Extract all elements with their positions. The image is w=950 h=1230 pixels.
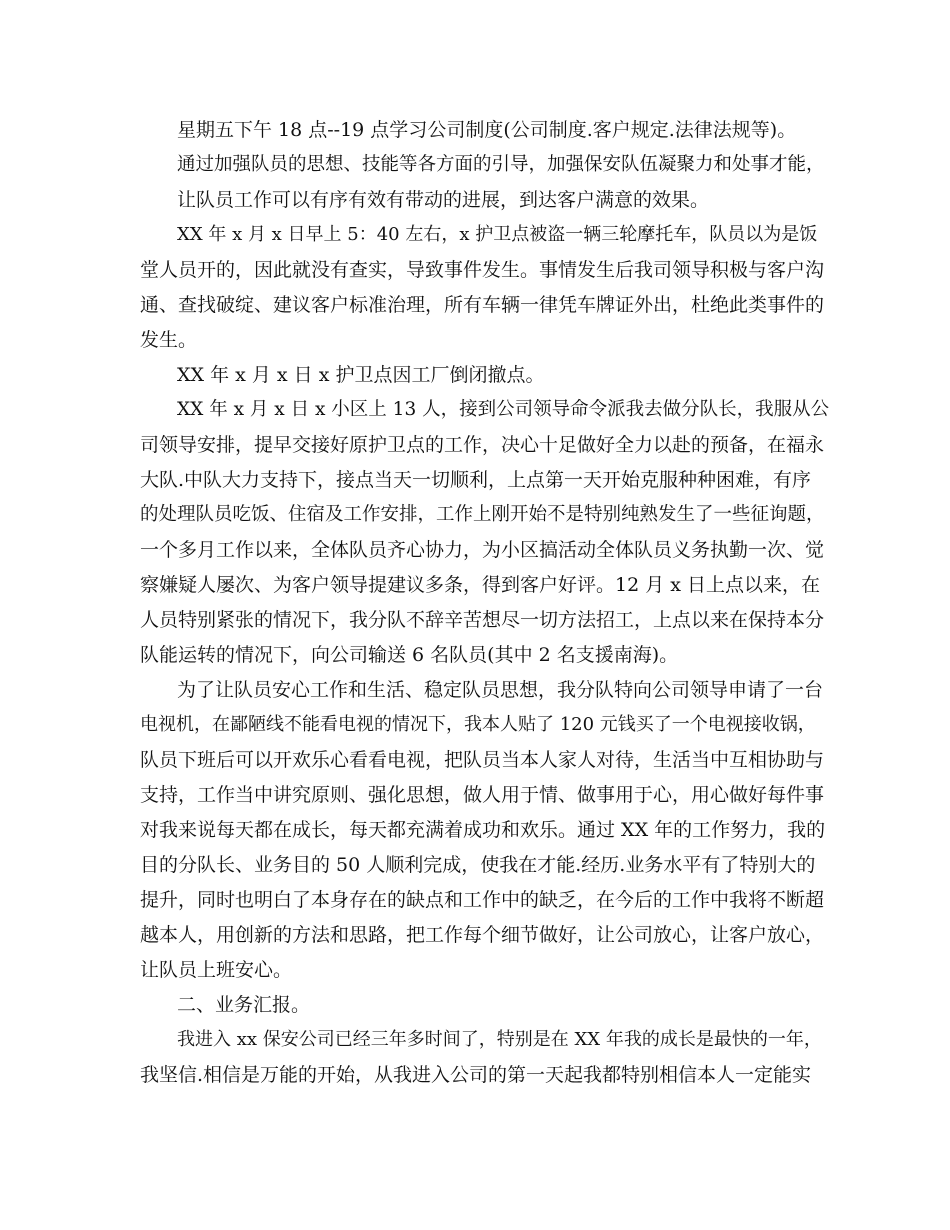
text-line: XX 年 x 月 x 日 x 护卫点因工厂倒闭撤点。: [177, 364, 545, 386]
text-line: 队能运转的情况下，向公司输送 6 名队员(其中 2 名支援南海)。: [140, 644, 679, 666]
text-line: XX 年 x 月 x 日 x 小区上 13 人，接到公司领导命令派我去做分队长，我服从公: [177, 399, 830, 420]
text-line: 一个多月工作以来，全体队员齐心协力，为小区搞活动全体队员义务执勤一次、觉: [140, 539, 825, 561]
text-line: 提升，同时也明白了本身存在的缺点和工作中的缺乏，在今后的工作中我将不断超: [140, 889, 825, 911]
text-line: 越本人，用创新的方法和思路，把工作每个细节做好，让公司放心，让客户放心，: [140, 924, 825, 946]
text-line: 察嫌疑人屡次、为客户领导提建议多条，得到客户好评。12 月 x 日上点以来，在: [140, 574, 821, 596]
text-line: 支持，工作当中讲究原则、强化思想，做人用于情、做事用于心，用心做好每件事: [140, 784, 825, 806]
text-line: 对我来说每天都在成长，每天都充满着成功和欢乐。通过 XX 年的工作努力，我的: [140, 819, 826, 841]
text-line: 堂人员开的，因此就没有查实，导致事件发生。事情发生后我司领导积极与客户沟: [140, 259, 825, 281]
text-line: 通、查找破绽、建议客户标准治理，所有车辆一律凭车牌证外出，杜绝此类事件的: [140, 294, 825, 316]
text-line: 我坚信.相信是万能的开始，从我进入公司的第一天起我都特别相信本人一定能实: [140, 1064, 812, 1086]
text-line: 目的分队长、业务目的 50 人顺利完成，使我在才能.经历.业务水平有了特别大的: [140, 854, 816, 876]
text-line: 的处理队员吃饭、住宿及工作安排，工作上刚开始不是特别纯熟发生了一些征询题，: [140, 504, 825, 525]
text-line: XX 年 x 月 x 日早上 5：40 左右，x 护卫点被盗一辆三轮摩托车，队员以为是饭: [177, 224, 818, 245]
text-line: 人员特别紧张的情况下，我分队不辞辛苦想尽一切方法招工，上点以来在保持本分: [140, 609, 825, 631]
text-line: 让队员上班安心。: [140, 959, 293, 981]
text-line: 通过加强队员的思想、技能等各方面的引导，加强保安队伍凝聚力和处事才能，: [177, 154, 825, 175]
text-line: 我进入 xx 保安公司已经三年多时间了，特别是在 XX 年我的成长是最快的一年，: [177, 1029, 822, 1050]
text-line: 让队员工作可以有序有效有带动的进展，到达客户满意的效果。: [177, 189, 710, 211]
text-line: 司领导安排，提早交接好原护卫点的工作，决心十足做好全力以赴的预备，在福永: [140, 434, 825, 456]
text-line: 电视机，在鄙陋线不能看电视的情况下，我本人贴了 120 元钱买了一个电视接收锅，: [140, 714, 816, 735]
text-line: 为了让队员安心工作和生活、稳定队员思想，我分队特向公司领导申请了一台: [177, 679, 824, 701]
text-line: 大队.中队大力支持下，接点当天一切顺利，上点第一天开始克服种种困难，有序: [140, 469, 812, 491]
text-line: 队员下班后可以开欢乐心看看电视，把队员当本人家人对待，生活当中互相协助与: [140, 749, 825, 771]
text-line: 星期五下午 18 点--19 点学习公司制度(公司制度.客户规定.法律法规等)。: [177, 119, 797, 141]
section-heading: 二、业务汇报。: [177, 994, 311, 1016]
text-line: 发生。: [140, 329, 198, 351]
